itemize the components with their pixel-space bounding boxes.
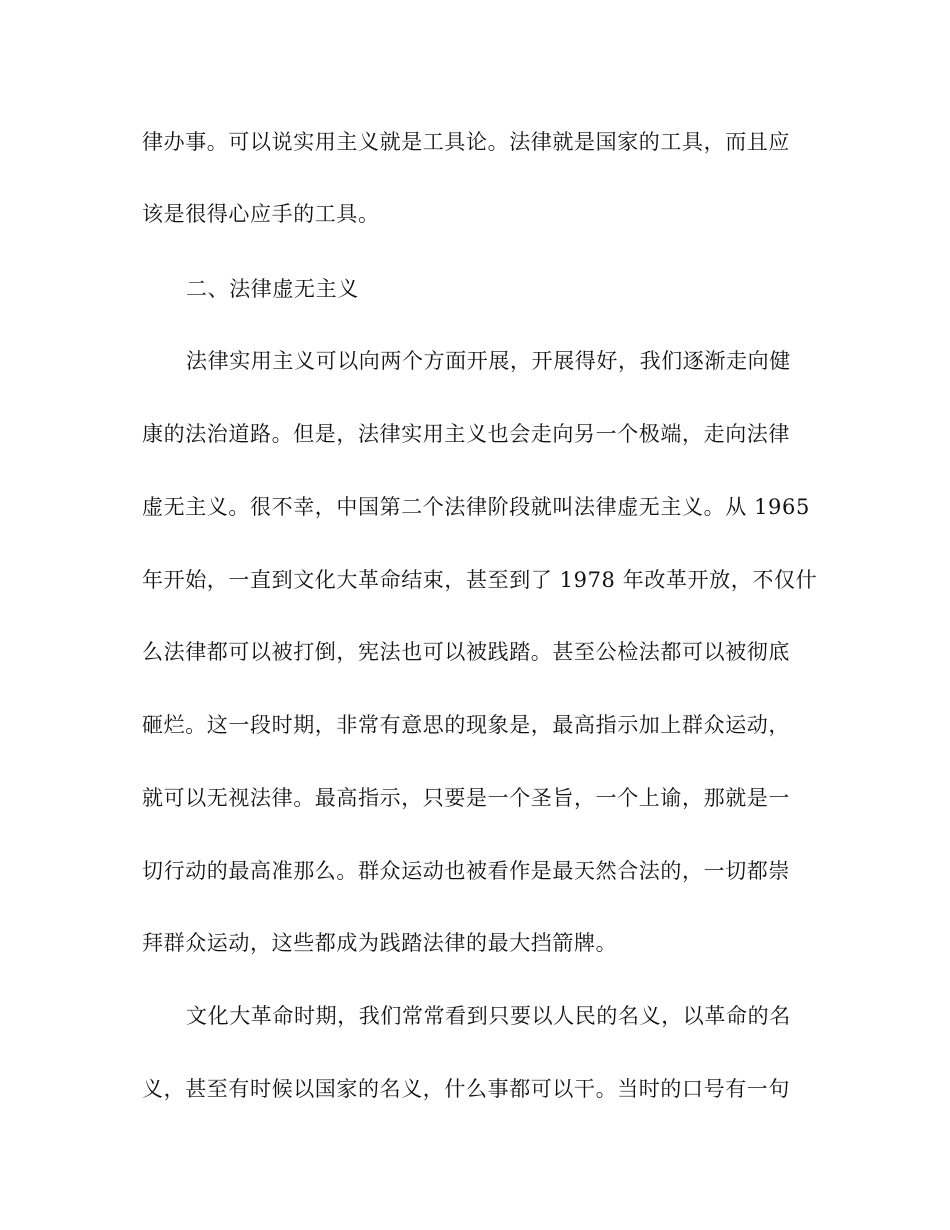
paragraph-first-line: 文化大革命时期，我们常常看到只要以人民的名义，以革命的名 (186, 1004, 791, 1028)
body-text-line: 拜群众运动，这些都成为践踏法律的最大挡箭牌。 (142, 931, 618, 955)
body-text-line: 么法律都可以被打倒，宪法也可以被践踏。甚至公检法都可以被彻底 (142, 640, 790, 664)
paragraph-first-line: 法律实用主义可以向两个方面开展，开展得好，我们逐渐走向健 (186, 349, 791, 373)
body-text-line: 律办事。可以说实用主义就是工具论。法律就是国家的工具，而且应 (142, 130, 790, 154)
section-heading: 二、法律虚无主义 (186, 277, 359, 301)
body-text-line: 虚无主义。很不幸，中国第二个法律阶段就叫法律虚无主义。从 1965 (142, 495, 810, 519)
body-text-line: 康的法治道路。但是，法律实用主义也会走向另一个极端，走向法律 (142, 422, 790, 446)
body-text-line: 年开始，一直到文化大革命结束，甚至到了 1978 年改革开放，不仅什 (142, 568, 818, 592)
body-text-line: 砸烂。这一段时期，非常有意思的现象是，最高指示加上群众运动， (142, 713, 790, 737)
body-text-line: 该是很得心应手的工具。 (142, 202, 380, 226)
body-text-line: 切行动的最高准那么。群众运动也被看作是最天然合法的，一切都崇 (142, 859, 790, 883)
body-text-line: 义，甚至有时候以国家的名义，什么事都可以干。当时的口号有一句 (142, 1077, 790, 1101)
body-text-line: 就可以无视法律。最高指示，只要是一个圣旨，一个上谕，那就是一 (142, 786, 790, 810)
